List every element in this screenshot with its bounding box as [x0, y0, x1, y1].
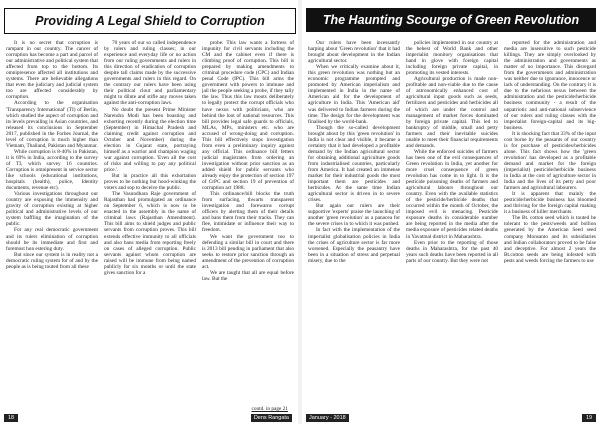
right-headline: The Haunting Scourge of Green Revolution [306, 8, 596, 32]
paragraph: In fact with the implementation of the imperialist globalisation policies in India the crises of agriculture sector is far more worsened. Especially the peasantry have been in a situation of stress and perpetual misery, due to the [308, 227, 400, 264]
left-page [0, 0, 298, 424]
paragraph: No doubt the present Prime Minister Narendra Modi has been boasting and exhorting recently during the election time (September) in Himachal Pradesh and claiming credit against corruption and October and November) during the election in Gujarat state, portraying himself as a warrior and champion waging war against corruption. 'Even all the cost of risks and willing to pay any political price.'. [104, 106, 196, 173]
paragraph: policies implemented in our country at the behest of World Bank and other imperialist monitory organisations that hand in glove with foreign capital including foreign private capital, in promoting its vested interests. [406, 40, 498, 77]
paragraph: Various investigations throughout our country are exposing the immensity and gravity of corruption existing at higher political and administrative levels of our system baffling the imagination of the public. [6, 191, 98, 228]
right-column-3 [504, 40, 596, 410]
paragraph: reported for the administration and media are insensitive to such pesticide killings. They are simply overlooked by the administration and governments as matter of no importance. This disregard from the governments and administration was neither due to ignorance, innocence or lack of understanding. On the contrary it is due to the nefarious nexus between the administration and the pesticide/herbicide business community - a result of the unpatriotic and anti-national subservience of our rulers and ruling classes with the imperialist foreign-capital and its big-business. [504, 40, 596, 131]
left-column-2 [104, 40, 196, 410]
left-column-3 [202, 40, 294, 410]
paragraph: It is apparent that mainly the pesticide/herbicide business has bloomed and thriving for the foreign capital making it a business of killer merchants. [504, 191, 596, 216]
paragraph: When we critically examine about it, this green revolution was nothing but an economic programme prompted and promoted by American imperialism and implemented in India in the name of American aid for the development of agriculture in India. This 'American aid' was delivered to Indian farmers during the time. The design for the development was finalised by the world-bank. [308, 64, 400, 125]
continued-note: contd. in page 21 [251, 406, 288, 412]
paragraph: Our rulers have been incessantly harping about 'Green revolution' that it had brought about development in the Indian agricultural sector. [308, 40, 400, 65]
paragraph: But again our rulers are their supportive 'experts' praise the launching of another 'green revolution' as a panacea for the severe crises in to which it was pushed. [308, 203, 400, 228]
paragraph: 70 years of our so called independence by rulers and ruling classes; in our experience and everyday life or no action from our ruling governments and rulers in this direction of eradication of corruption despite tall claims made by the successive governments and rulers in this regard. On the contrary our rulers have been using their political clout and parliamentary might to dilute and stifle any moves taken against the anti-corruption laws. [104, 40, 196, 107]
paragraph: For any real democratic government and its rulers elimination of corruption should be its immediate and first and foremost hon estering duty. [6, 227, 98, 252]
left-column-1 [6, 40, 98, 410]
issue-month: January - 2018 [306, 414, 349, 422]
paragraph: The Bt. cotton seed which is touted be tolerant to the pests/weeds and bollion generated by the American Seed seed company Monsanto and its subsidiaries and Indian collaborators proved to be false and deceptive. For almost 2 years the Bt.cotton seeds are being infested with pests and weeds forcing the farmers to use [504, 215, 596, 264]
right-page [302, 0, 600, 424]
paragraph: The Vasundhara Raje government of Rajasthan had promulgated an ordinance on September 6, which is now to be enacted in the assembly in the name of criminal laws (Rajasthan Amendment). This bill aims to shield judges and public servants from corruption proves. This bill extends effective immunity to all officials and also bans media from reporting freely on cases of alleged corruption. Public servants against whom corruption are raised will be immune from being named publicly for six months or until the state gives sanction for a [104, 191, 196, 276]
paragraph: Though the so-called development brought about by this 'green revolution' in India is not clear and visible, it became a certainty that it had developed a profitable demand by the Indian agricultural sector for obtaining additional agriculture goods from industrialised countries, particularly from America. It had created an immense market for their industrial goods the most important them are pesticides and herbicides. At the same time Indian agricultural sector is driven in to severe crises. [308, 124, 400, 204]
paragraph: We want the government too to defending a similar bill in court and there is 2013 bill pending in parliament that also seeks to restore prior sanction through an amendment of the prevention of corruption act. [202, 233, 294, 270]
paragraph: probe. This law wants a fortress of impunity for civil servants including the CM and the cabinet even if there is climbing proof of corruption. This bill is prepared by making amendments to criminal procedure code (CPC) and Indian penal Code (IPC). This bill arms the government with powers to immune and jail the people seeking a probe, if they tally the law. Thus this law moots deliberately to legally protect the corrupt officials who have nexus with politicians, who are behind the loot of national resources. This bill provides legal safe guards to officials, MLAs, MPs, ministers etc. who are accused of wrong-doing and corruption. This bill effectively stops investigation from even a preliminary inquiry against any official. This ordinance bill fetters judicial magistrates from ordering an investigation without prior sanction as an added shield for public servants who already enjoy the protection of section 197 of CrPC and section 19 of prevention of corruption act 1988. [202, 40, 294, 192]
paragraph: It is no secret that corruption is rampant in our country. The cancer of corruption has become a part and parcel of our administrative and political system that affected from top to the bottom. Its omnipresence affected all institutions and systems. There are believable allegations that even the judiciary and judicial system too are affected considerably by corruption. [6, 40, 98, 101]
paragraph: But since our system is in reality not a democratic ruling system for of and by the people as is being touted from all these [6, 251, 98, 270]
left-columns [6, 40, 294, 410]
paragraph: We are taught that all are equal before law. But the [202, 269, 294, 282]
right-page-number: 19 [582, 414, 596, 422]
paragraph: Agricultural production is made non-profitable and non-viable due to the cause of astronomically enhanced cost of agricultural input goods such as seeds, fertilizers and pesticides and herbicides all of which are under the control and management of market forces dominated by foreign private capital. This led to bankruptcy of middle, small and petty farmers and their inevitable suicides unable to meet their financial requirements and demands. [406, 76, 498, 149]
left-page-number: 18 [4, 414, 18, 422]
paragraph: But in practice all this exhortation proves to be nothing but hood-winking the voters and sop to deceive the public. [104, 173, 196, 192]
right-column-2 [406, 40, 498, 410]
paragraph: This ordinance/bill blocks the truth from surfacing, thwarts transparent investigation and forewarns corrupt officers by alerting them of their details and bans them from their tracks. They can flee, intimidate or influence their way to freedom. [202, 191, 294, 234]
paragraph: It is shocking fact that 33% of the input cost borne by the peasants of our country is for purchase of pesticides/herbicides alone. This fact shows how the 'green revolution' has developed as a profitable demand and market for the foreign (imperialist) pesticide/herbicide business in India at the cost of agriculture sector in India and the lives of its petty and poor farmers and agricultural labourers. [504, 130, 596, 192]
right-column-1 [308, 40, 400, 410]
paragraph: While corruption is 8-40% in Pakistan, it is 69% in India, according to the survey of TI, which survey 16 countries. Corruption is omnipresent in service sector like schools (educational institutions, hospitals (health), police, Identity documents, revenue etc). [6, 148, 98, 192]
paragraph: While the enforced suicides of farmers has been one of the evil consequences of Green revolution in India, yet another for more cruel consequence of green revolution has come in to light. It is the pesticide poisoning deaths of farmers and agricultural labours throughout our country. Even with the available statistics of the pesticide/herbicide deaths that occurred within the month of October, the imposed evil is menacing. Pesticide exposure deaths in considerable number are being reported in the media after the media exposure of pesticides related deaths in Yavatmal district in Maharashtra. [406, 148, 498, 240]
right-columns [308, 40, 596, 410]
left-headline: Providing A Legal Shield to Corruption [4, 8, 296, 34]
magazine-name: Dens Rangata [251, 414, 292, 422]
paragraph: According to the organisation 'Transparency International' (TI) of Berlin, which studied the aspect of corruption and its levels prevailing in Asian countries, and released its conclusions in September 2017, published in the Forbes Journal, the level of corruption is much higher than Vietnam, Thailand, Pakistan and Myanmar. [6, 100, 98, 149]
paragraph: Even prior to the reporting of those deaths in Maharashtra, for the past 40 years such deaths have been reported in all parts of our country. But they were not [406, 239, 498, 264]
